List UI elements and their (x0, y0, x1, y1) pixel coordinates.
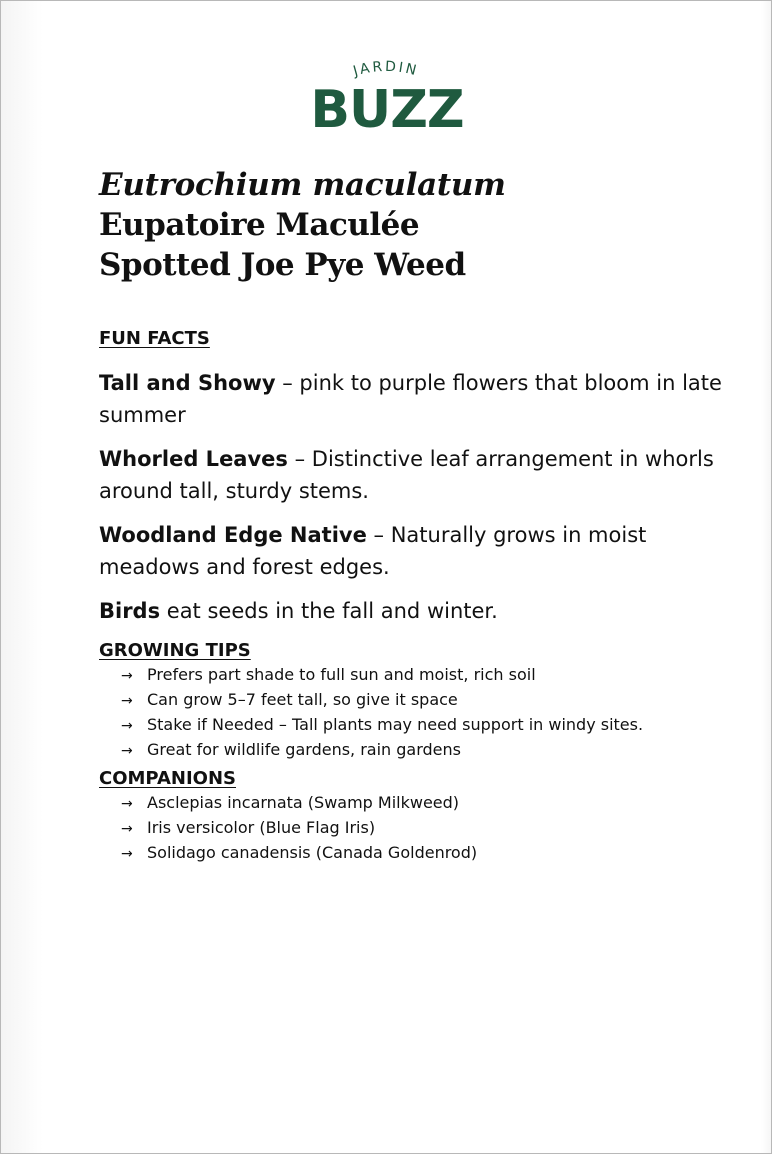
fun-fact-text: – pink to purple flowers that bloom in late summer (99, 371, 722, 427)
arrow-right-icon: → (121, 821, 133, 837)
list-item-text: Prefers part shade to full sun and moist, rich soil (147, 665, 536, 684)
fun-fact-title: Whorled Leaves (99, 447, 288, 471)
arrow-right-icon: → (121, 846, 133, 862)
list-item (121, 841, 739, 866)
fun-fact-text: – Distinctive leaf arrangement in whorls around tall, sturdy stems. (99, 447, 714, 503)
page-shadow-left (1, 1, 43, 1153)
fun-fact-title: Tall and Showy (99, 371, 276, 395)
page-shadow-right (761, 1, 771, 1153)
main-content (99, 165, 739, 866)
list-item (121, 816, 739, 841)
logo-main-word: BUZZ (310, 80, 464, 139)
logo-top-word: JARDIN (351, 58, 421, 80)
arrow-right-icon: → (121, 718, 133, 734)
english-name: Spotted Joe Pye Weed (99, 247, 466, 283)
latin-name: Eutrochium maculatum (99, 167, 506, 203)
arrow-right-icon: → (121, 668, 133, 684)
list-item (121, 663, 739, 688)
list-item-text: Asclepias incarnata (Swamp Milkweed) (147, 793, 460, 812)
fun-fact (99, 595, 739, 627)
fun-fact (99, 519, 739, 583)
fun-facts-heading: FUN FACTS (99, 328, 210, 349)
fun-fact-text: eat seeds in the fall and winter. (160, 599, 498, 623)
jardin-buzz-logo (301, 49, 471, 139)
fun-fact (99, 367, 739, 431)
growing-tips-list (99, 663, 739, 763)
list-item (121, 738, 739, 763)
list-item-text: Great for wildlife gardens, rain gardens (147, 740, 461, 759)
fun-fact-title: Woodland Edge Native (99, 523, 367, 547)
companions-heading: COMPANIONS (99, 768, 236, 789)
list-item-text: Solidago canadensis (Canada Goldenrod) (147, 843, 478, 862)
list-item-text: Can grow 5–7 feet tall, so give it space (147, 690, 458, 709)
fun-fact-text: – Naturally grows in moist meadows and forest edges. (99, 523, 647, 579)
list-item (121, 688, 739, 713)
growing-tips-heading: GROWING TIPS (99, 640, 251, 661)
fun-fact (99, 443, 739, 507)
fun-fact-title: Birds (99, 599, 161, 623)
list-item-text: Stake if Needed – Tall plants may need support in windy sites. (147, 715, 644, 734)
list-item-text: Iris versicolor (Blue Flag Iris) (147, 818, 376, 837)
french-name: Eupatoire Maculée (99, 207, 420, 243)
list-item (121, 713, 739, 738)
arrow-right-icon: → (121, 796, 133, 812)
list-item (121, 791, 739, 816)
arrow-right-icon: → (121, 693, 133, 709)
companions-list (99, 791, 739, 866)
arrow-right-icon: → (121, 743, 133, 759)
